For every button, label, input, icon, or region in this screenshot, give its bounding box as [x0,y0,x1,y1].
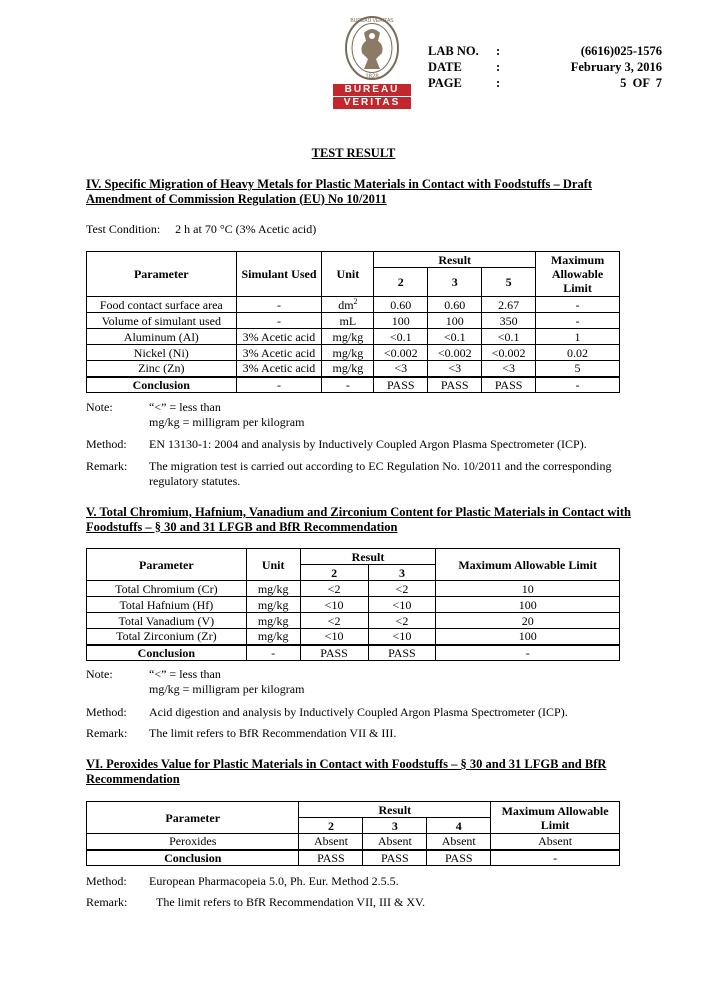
cell-result-1: <10 [300,597,368,613]
cell-result-2: <2 [368,613,436,629]
date-value: February 3, 2016 [570,60,662,74]
unit-text: dm [338,297,354,312]
cell-limit: 100 [436,629,620,645]
s5-h-parameter: Parameter [87,549,247,581]
cell-parameter: Total Chromium (Cr) [87,581,247,597]
s6-h-result-2: 3 [363,818,427,834]
cell-unit: mg/kg [246,581,300,597]
table-row [87,613,620,629]
section5-table [86,548,620,661]
cell-parameter: Food contact surface area [87,297,237,313]
page-value: 5 OF 7 [620,76,662,90]
cell-limit: 5 [536,361,620,377]
cell-result-1: PASS [300,645,368,661]
table-row [87,834,620,850]
section4-table [86,251,620,393]
cell-simulant: 3% Acetic acid [236,345,322,361]
cell-parameter: Volume of simulant used [87,313,237,329]
s4-h-result: Result [374,252,536,268]
cell-result-3: Absent [427,834,491,850]
cell-result-2: 0.60 [428,297,482,313]
table-row [87,313,620,329]
page-title: TEST RESULT [311,146,396,160]
s6-h-result: Result [299,802,491,818]
conclusion-row [87,377,620,393]
cell-unit: mg/kg [322,361,374,377]
page-label: PAGE [428,76,462,90]
s6-h-parameter: Parameter [87,802,299,834]
cell-limit: - [536,377,620,393]
section4-heading: IV. Specific Migration of Heavy Metals for Plastic Materials in Contact with Foodstuffs – Draft Amendment of Commission Regulation (EU) No 10/2011 [86,177,593,206]
cell-result-1: <3 [374,361,428,377]
s5-h-unit: Unit [246,549,300,581]
table-row [87,345,620,361]
section6-heading: VI. Peroxides Value for Plastic Materials in Contact with Foodstuffs – § 30 and 31 LFGB and BfR Recommendation [86,757,607,786]
cell-unit: - [246,645,300,661]
cell-parameter: Conclusion [87,645,247,661]
table-row [87,297,620,313]
cell-result-1: 100 [374,313,428,329]
cell-limit: 1 [536,329,620,345]
cell-limit: 0.02 [536,345,620,361]
cell-parameter: Conclusion [87,850,299,866]
s6-h-result-1: 2 [299,818,363,834]
section6-remark [86,895,666,910]
cell-unit: mg/kg [246,629,300,645]
cell-unit: mg/kg [246,597,300,613]
note-label: Note: [86,400,113,414]
s4-h-limit: Maximum Allowable Limit [536,252,620,297]
table-row [87,597,620,613]
table-row [87,581,620,597]
section4-method [86,437,666,452]
cell-result-2: PASS [368,645,436,661]
test-condition-value: 2 h at 70 °C (3% Acetic acid) [175,222,317,236]
section5-note [86,667,666,697]
cell-parameter: Total Zirconium (Zr) [87,629,247,645]
cell-simulant: - [236,313,322,329]
s4-h-result-3: 5 [482,268,536,297]
remark-line-2: regulatory statutes. [149,474,241,488]
page-colon: : [496,76,501,90]
section4-test-condition [86,222,316,237]
section4-remark [86,459,666,489]
page-row [428,75,662,91]
logo-wordmark [333,84,411,109]
header-info [428,43,662,91]
unit-superscript: 2 [353,296,358,306]
cell-simulant: 3% Acetic acid [236,329,322,345]
s6-h-limit: Maximum Allowable Limit [491,802,620,834]
remark-text: The limit refers to BfR Recommendation VII, III & XV. [156,895,426,909]
cell-unit: - [322,377,374,393]
section4-note [86,400,666,430]
cell-unit: mg/kg [246,613,300,629]
section6-table [86,801,620,866]
cell-limit: - [436,645,620,661]
s6-h-result-3: 4 [427,818,491,834]
cell-simulant: 3% Acetic acid [236,361,322,377]
note-label: Note: [86,667,113,681]
note-text [149,667,666,697]
cell-parameter: Conclusion [87,377,237,393]
cell-limit: - [491,850,620,866]
cell-result-1: <0.1 [374,329,428,345]
section5-heading: V. Total Chromium, Hafnium, Vanadium and Zirconium Content for Plastic Materials in Contact with Foodstuffs – § 30 and 31 LFGB and BfR Recommendation [86,505,631,534]
s4-h-result-1: 2 [374,268,428,297]
logo-year: 1828 [365,74,379,80]
table-row [87,329,620,345]
cell-result-3: 2.67 [482,297,536,313]
cell-simulant: - [236,297,322,313]
remark-line-1: The migration test is carried out according to EC Regulation No. 10/2011 and the corresponding [149,459,612,473]
lab-no-value: (6616)025-1576 [580,44,662,58]
cell-result-1: PASS [299,850,363,866]
remark-label: Remark: [86,726,128,740]
cell-result-2: PASS [428,377,482,393]
logo-line-bureau: BUREAU [333,84,411,96]
cell-unit: mg/kg [322,345,374,361]
cell-result-2: <3 [428,361,482,377]
note-text [149,400,666,430]
cell-parameter: Total Hafnium (Hf) [87,597,247,613]
cell-parameter: Zinc (Zn) [87,361,237,377]
table-row [87,361,620,377]
method-text: European Pharmacopeia 5.0, Ph. Eur. Method 2.5.5. [149,874,399,888]
lab-no-row [428,43,662,59]
s4-h-parameter: Parameter [87,252,237,297]
note-line-2: mg/kg = milligram per kilogram [149,415,305,429]
cell-result-1: 0.60 [374,297,428,313]
logo-seal-icon [333,14,411,84]
section5-method [86,705,666,720]
cell-result-1: <0.002 [374,345,428,361]
method-text: Acid digestion and analysis by Inductively Coupled Argon Plasma Spectrometer (ICP). [149,705,568,719]
cell-limit: 20 [436,613,620,629]
cell-unit [322,297,374,313]
cell-result-1: Absent [299,834,363,850]
note-line-2: mg/kg = milligram per kilogram [149,682,305,696]
s5-h-result-2: 3 [368,565,436,581]
cell-limit: - [536,297,620,313]
logo-line-veritas: VERITAS [333,97,411,109]
lab-no-label: LAB NO. [428,44,479,58]
s5-h-limit: Maximum Allowable Limit [436,549,620,581]
method-label: Method: [86,437,127,451]
cell-parameter: Peroxides [87,834,299,850]
date-colon: : [496,60,501,74]
cell-unit: mg/kg [322,329,374,345]
cell-parameter: Nickel (Ni) [87,345,237,361]
cell-result-1: <2 [300,581,368,597]
cell-result-2: <0.1 [428,329,482,345]
s4-h-result-2: 3 [428,268,482,297]
cell-result-2: <2 [368,581,436,597]
cell-result-1: PASS [374,377,428,393]
table-row [87,629,620,645]
test-condition-label: Test Condition: [86,222,161,236]
lab-no-colon: : [496,44,501,58]
cell-result-3: 350 [482,313,536,329]
cell-result-3: PASS [427,850,491,866]
cell-result-2: <0.002 [428,345,482,361]
cell-limit: Absent [491,834,620,850]
cell-parameter: Aluminum (Al) [87,329,237,345]
s5-h-result: Result [300,549,436,565]
cell-limit: - [536,313,620,329]
remark-label: Remark: [86,459,128,473]
conclusion-row [87,850,620,866]
date-label: DATE [428,60,462,74]
cell-result-3: <0.002 [482,345,536,361]
method-text: EN 13130-1: 2004 and analysis by Inductively Coupled Argon Plasma Spectrometer (ICP). [149,437,587,451]
remark-label: Remark: [86,895,128,909]
cell-result-1: <10 [300,629,368,645]
method-label: Method: [86,705,127,719]
cell-simulant: - [236,377,322,393]
cell-unit: mL [322,313,374,329]
cell-result-1: <2 [300,613,368,629]
cell-result-3: <3 [482,361,536,377]
section6-method [86,874,666,889]
cell-result-2: <10 [368,629,436,645]
s5-h-result-1: 2 [300,565,368,581]
section5-remark [86,726,666,741]
cell-result-2: <10 [368,597,436,613]
cell-limit: 10 [436,581,620,597]
date-row [428,59,662,75]
cell-parameter: Total Vanadium (V) [87,613,247,629]
note-line-1: “<” = less than [149,667,221,681]
logo-ring-text: BUREAU VERITAS [350,18,394,24]
cell-result-2: 100 [428,313,482,329]
cell-limit: 100 [436,597,620,613]
s4-h-simulant: Simulant Used [236,252,322,297]
s4-h-unit: Unit [322,252,374,297]
remark-text [149,459,666,489]
cell-result-2: PASS [363,850,427,866]
conclusion-row [87,645,620,661]
note-line-1: “<” = less than [149,400,221,414]
cell-result-2: Absent [363,834,427,850]
method-label: Method: [86,874,127,888]
remark-text: The limit refers to BfR Recommendation VII & III. [149,726,397,740]
cell-result-3: <0.1 [482,329,536,345]
cell-result-3: PASS [482,377,536,393]
